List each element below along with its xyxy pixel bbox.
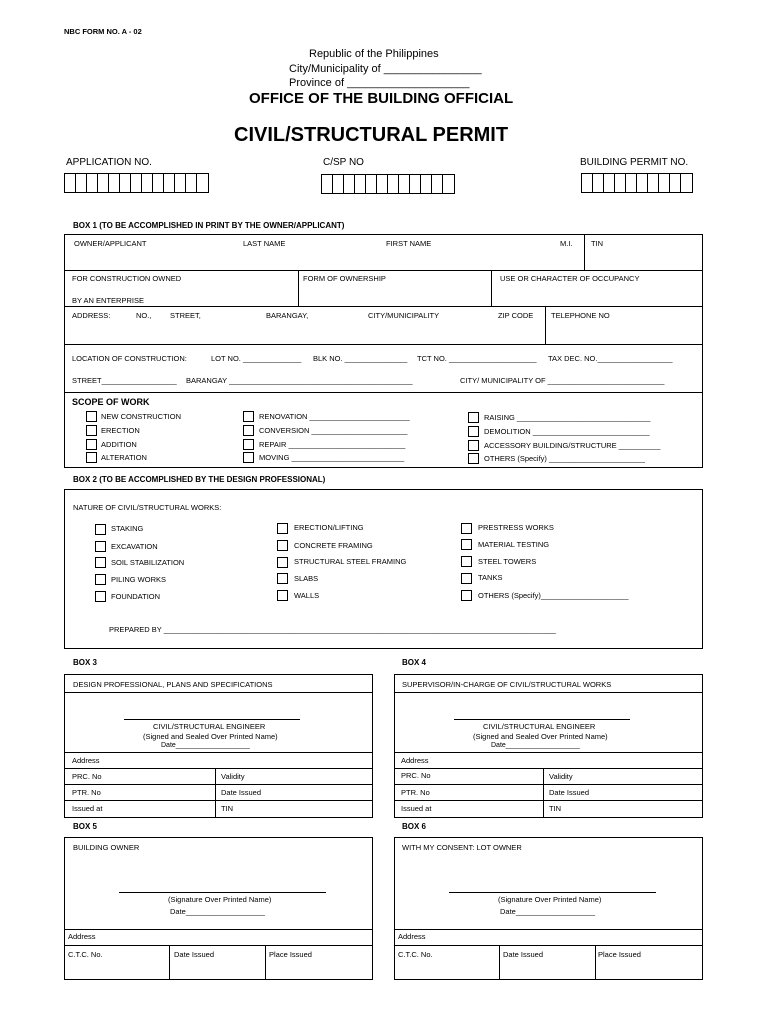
box5-date[interactable]: Date___________________ (170, 907, 266, 916)
box3-signed: (Signed and Sealed Over Printed Name) (143, 732, 278, 741)
scope-label: ADDITION (101, 440, 137, 449)
works-label: CONCRETE FRAMING (294, 541, 373, 550)
box5-title: BOX 5 (73, 822, 98, 831)
first-name-label: FIRST NAME (386, 239, 432, 248)
box4-prc: PRC. No (401, 771, 431, 780)
address-city-label: CITY/MUNICIPALITY (368, 311, 440, 320)
republic-line: Republic of the Philippines (309, 48, 439, 60)
scope-checkbox[interactable] (468, 440, 479, 451)
works-label: ERECTION/LIFTING (294, 523, 364, 532)
box6-title: BOX 6 (402, 822, 427, 831)
box4-address: Address (401, 756, 429, 765)
works-checkbox[interactable] (95, 574, 106, 585)
scope-checkbox[interactable] (243, 439, 254, 450)
scope-label: REPAIR ____________________________ (259, 440, 406, 449)
address-barangay-label: BARANGAY, (266, 311, 309, 320)
box3-tin: TIN (221, 804, 234, 813)
works-checkbox[interactable] (95, 541, 106, 552)
box4-ptr: PTR. No (401, 788, 430, 797)
nature-label: NATURE OF CIVIL/STRUCTURAL WORKS: (73, 503, 222, 512)
tin-label: TIN (591, 239, 604, 248)
works-checkbox[interactable] (461, 539, 472, 550)
scope-checkbox[interactable] (468, 453, 479, 464)
box4-date[interactable]: Date___________________ (491, 742, 580, 749)
works-checkbox[interactable] (277, 523, 288, 534)
tct-no-field[interactable]: TCT NO. _____________________ (417, 354, 537, 363)
scope-checkbox[interactable] (86, 452, 97, 463)
box3-address: Address (72, 756, 100, 765)
scope-checkbox[interactable] (86, 425, 97, 436)
box3-issued-at: Issued at (72, 804, 103, 813)
works-checkbox[interactable] (461, 573, 472, 584)
scope-label: ERECTION (101, 426, 140, 435)
box6-date-issued: Date Issued (503, 950, 544, 959)
zip-code-label: ZIP CODE (498, 311, 534, 320)
works-checkbox[interactable] (277, 540, 288, 551)
scope-label: MOVING ___________________________ (259, 453, 405, 462)
use-occupancy-label: USE OR CHARACTER OF OCCUPANCY (500, 274, 640, 283)
box3-prc: PRC. No (72, 772, 102, 781)
works-label: OTHERS (Specify)_____________________ (478, 591, 629, 600)
form-of-ownership-label: FORM OF OWNERSHIP (303, 274, 386, 283)
box2-title: BOX 2 (TO BE ACCOMPLISHED BY THE DESIGN PROFESSIONAL) (73, 475, 326, 484)
form-number: NBC FORM NO. A - 02 (64, 27, 142, 36)
box4-date-issued: Date Issued (549, 788, 590, 797)
works-checkbox[interactable] (461, 523, 472, 534)
address-no-label: NO., (136, 311, 152, 320)
works-checkbox[interactable] (95, 524, 106, 535)
box4-tin: TIN (549, 804, 562, 813)
works-label: STEEL TOWERS (478, 557, 537, 566)
works-label: SLABS (294, 574, 319, 583)
office-title: OFFICE OF THE BUILDING OFFICIAL (249, 90, 514, 107)
csp-no-label: C/SP NO (323, 157, 364, 168)
city-field[interactable]: CITY/ MUNICIPALITY OF ____________________________ (460, 376, 665, 385)
box4-validity: Validity (549, 772, 573, 781)
works-label: PRESTRESS WORKS (478, 523, 554, 532)
address-label: ADDRESS: (72, 311, 111, 320)
csp-no-input[interactable] (321, 174, 455, 194)
box4-engineer: CIVIL/STRUCTURAL ENGINEER (483, 722, 596, 731)
works-label: SOIL STABILIZATION (111, 558, 185, 567)
works-label: MATERIAL TESTING (478, 540, 550, 549)
scope-label: RAISING ________________________________ (484, 413, 651, 422)
box3-date[interactable]: Date___________________ (161, 742, 250, 749)
works-checkbox[interactable] (461, 590, 472, 601)
box6-date[interactable]: Date___________________ (500, 907, 596, 916)
scope-label: DEMOLITION ____________________________ (484, 427, 650, 436)
scope-label: ACCESSORY BUILDING/STRUCTURE __________ (484, 441, 661, 450)
application-no-input[interactable] (64, 173, 209, 193)
box3-validity: Validity (221, 772, 245, 781)
box6-ctc: C.T.C. No. (398, 950, 433, 959)
box1-title: BOX 1 (TO BE ACCOMPLISHED IN PRINT BY THE OWNER/APPLICANT) (73, 221, 345, 230)
scope-label: ALTERATION (101, 453, 147, 462)
box5-ctc: C.T.C. No. (68, 950, 103, 959)
works-checkbox[interactable] (277, 590, 288, 601)
scope-checkbox[interactable] (243, 452, 254, 463)
mi-label: M.I. (560, 239, 573, 248)
scope-label: CONVERSION _______________________ (259, 426, 408, 435)
box5-signature: (Signature Over Printed Name) (168, 895, 272, 904)
telephone-label: TELEPHONE NO (551, 311, 610, 320)
box3-engineer: CIVIL/STRUCTURAL ENGINEER (153, 722, 266, 731)
box6-signature: (Signature Over Printed Name) (498, 895, 602, 904)
works-checkbox[interactable] (277, 573, 288, 584)
works-checkbox[interactable] (95, 591, 106, 602)
scope-checkbox[interactable] (243, 411, 254, 422)
address-street-label: STREET, (170, 311, 201, 320)
scope-label: RENOVATION ________________________ (259, 412, 410, 421)
box3-heading: DESIGN PROFESSIONAL, PLANS AND SPECIFICATIONS (73, 680, 273, 689)
works-checkbox[interactable] (461, 556, 472, 567)
box5-address: Address (68, 932, 96, 941)
box5-place-issued: Place Issued (269, 950, 312, 959)
barangay-field[interactable]: BARANGAY ____________________________________________ (186, 376, 413, 385)
building-permit-no-label: BUILDING PERMIT NO. (580, 157, 689, 168)
box3-ptr: PTR. No (72, 788, 101, 797)
works-checkbox[interactable] (277, 557, 288, 568)
works-label: TANKS (478, 573, 503, 582)
box5-heading: BUILDING OWNER (73, 843, 140, 852)
works-label: STRUCTURAL STEEL FRAMING (294, 557, 407, 566)
lot-no-field[interactable]: LOT NO. ______________ (211, 354, 302, 363)
box3-date-issued: Date Issued (221, 788, 262, 797)
building-permit-no-input[interactable] (581, 173, 693, 193)
street-field[interactable]: STREET__________________ (72, 376, 177, 385)
box4-signed: (Signed and Sealed Over Printed Name) (473, 732, 608, 741)
box4-heading: SUPERVISOR/IN-CHARGE OF CIVIL/STRUCTURAL WORKS (402, 680, 612, 689)
construction-owned-label: FOR CONSTRUCTION OWNED (72, 274, 182, 283)
scope-checkbox[interactable] (86, 439, 97, 450)
box4-issued-at: Issued at (401, 804, 432, 813)
works-label: STAKING (111, 524, 144, 533)
page-title: CIVIL/STRUCTURAL PERMIT (234, 124, 509, 146)
box5-date-issued: Date Issued (174, 950, 215, 959)
scope-label: NEW CONSTRUCTION (101, 412, 181, 421)
scope-of-work-title: SCOPE OF WORK (72, 397, 150, 407)
owner-applicant-label: OWNER/APPLICANT (74, 239, 147, 248)
scope-label: OTHERS (Specify) _______________________ (484, 454, 645, 463)
scope-checkbox[interactable] (86, 411, 97, 422)
last-name-label: LAST NAME (243, 239, 286, 248)
tax-dec-field[interactable]: TAX DEC. NO.__________________ (548, 354, 673, 363)
works-label: WALLS (294, 591, 320, 600)
box6-address: Address (398, 932, 426, 941)
works-checkbox[interactable] (95, 557, 106, 568)
city-line: City/Municipality of ________________ (289, 63, 482, 75)
prepared-by-field[interactable]: PREPARED BY ______________________________________________________________________________________________ (109, 625, 556, 634)
scope-checkbox[interactable] (468, 426, 479, 437)
application-no-label: APPLICATION NO. (66, 157, 152, 168)
scope-checkbox[interactable] (468, 412, 479, 423)
province-line: Province of ____________________ (289, 77, 470, 89)
works-label: EXCAVATION (111, 542, 158, 551)
works-label: FOUNDATION (111, 592, 161, 601)
box4-title: BOX 4 (402, 658, 427, 667)
works-label: PILING WORKS (111, 575, 167, 584)
blk-no-field[interactable]: BLK NO. _______________ (313, 354, 408, 363)
by-enterprise-label: BY AN ENTERPRISE (72, 296, 144, 305)
box6-heading: WITH MY CONSENT: LOT OWNER (402, 843, 522, 852)
scope-checkbox[interactable] (243, 425, 254, 436)
location-label: LOCATION OF CONSTRUCTION: (72, 354, 187, 363)
box6-place-issued: Place Issued (598, 950, 641, 959)
box3-title: BOX 3 (73, 658, 98, 667)
